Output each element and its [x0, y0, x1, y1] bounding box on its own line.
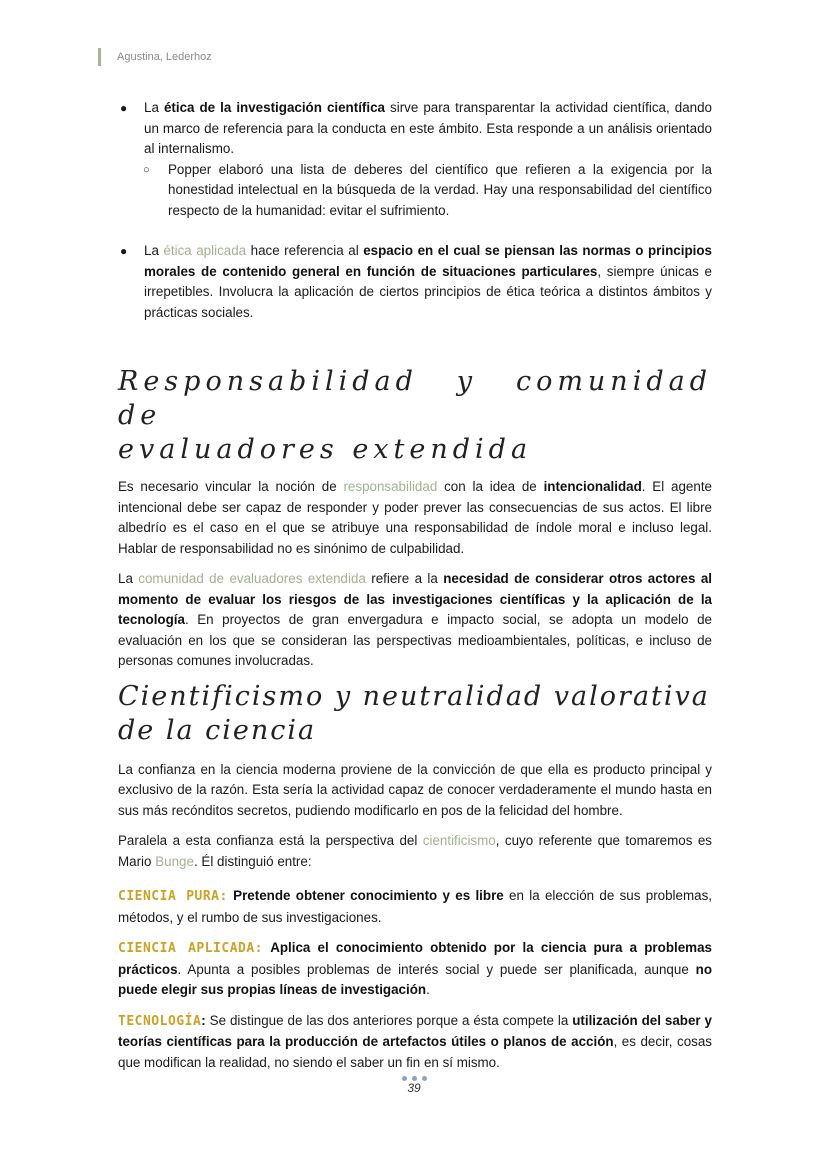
author-name: Agustina, Lederhoz: [117, 51, 212, 63]
page-header: [98, 48, 212, 66]
page-footer: [0, 1076, 828, 1095]
page-content: [118, 98, 712, 1073]
definition-ciencia-aplicada: CIENCIA APLICADA: Aplica el conocimiento obtenido por la ciencia pura a problemas prácticos. Apunta a posibles problemas de interés social y puede ser planificada, aunque no puede elegir sus propias líneas de investigación.: [118, 940, 712, 997]
sub-bullet-icon: ○: [143, 163, 150, 176]
definition-tecnologia: TECNOLOGÍA: Se distingue de las dos anteriores porque a ésta compete la utilización del saber y teorías científicas para la producción de artefactos útiles o planos de acción, es decir, cosas que modifican la realidad, no siendo el saber un fin en sí mismo.: [118, 1012, 712, 1070]
paragraph-confianza-ciencia: La confianza en la ciencia moderna proviene de la convicción de que ella es producto principal y exclusivo de la razón. Esta sería la actividad capaz de conocer verdaderamente el mundo hasta en sus más recónditos secretos, pudiendo modificarlo en pos de la felicidad del hombre.: [118, 761, 712, 818]
section-title-cientificismo: Cientificismo y neutralidad valorativa de la ciencia: [118, 680, 710, 746]
header-accent-bar: [98, 48, 101, 66]
term-cientificismo: cientificismo: [422, 833, 496, 848]
term-etica-investigacion: ética de la investigación científica: [163, 100, 385, 115]
term-responsabilidad: responsabilidad: [343, 479, 438, 494]
label-ciencia-aplicada: CIENCIA APLICADA:: [118, 941, 264, 956]
paragraph-responsabilidad: Es necesario vincular la noción de responsabilidad con la idea de intencionalidad. El agente intencional debe ser capaz de responder y poder prever las consecuencias de sus actos. El libre albedrío es el caso en el que se atribuye una responsabilidad de índole moral e incluso legal. Hablar de responsabilidad no es sinónimo de culpabilidad.: [118, 479, 712, 556]
label-ciencia-pura: CIENCIA PURA:: [118, 889, 228, 904]
page-number: 39: [407, 1081, 421, 1095]
term-etica-aplicada: ética aplicada: [163, 243, 247, 258]
definition-ciencia-pura: CIENCIA PURA: Pretende obtener conocimiento y es libre en la elección de sus problemas, métodos, y el rumbo de sus investigaciones.: [118, 888, 712, 925]
paragraph-cientificismo: Paralela a esta confianza está la perspectiva del cientificismo, cuyo referente que tomaremos es Mario Bunge. Él distinguió entre:: [118, 833, 712, 869]
paragraph-comunidad-evaluadores: La comunidad de evaluadores extendida refiere a la necesidad de considerar otros actores al momento de evaluar los riesgos de las investigaciones científicas y la aplicación de la tecnología. En proyectos de gran envergadura e impacto social, se adopta un modelo de evaluación en los que se consideran las perspectivas medioambientales, políticas, e incluso de personas comunes involucradas.: [118, 571, 712, 668]
bullet-etica-investigacion: ● La ética de la investigación científica sirve para transparentar la actividad científica, dando un marco de referencia para la conducta en este ámbito. Esta responde a un análisis orientado al internalismo.: [120, 100, 712, 156]
label-tecnologia: TECNOLOGÍA: [118, 1013, 202, 1029]
sub-bullet-popper: ○ Popper elaboró una lista de deberes del científico que refieren a la exigencia por la honestidad intelectual en la búsqueda de la verdad. Hay una responsabilidad del científico respecto de la humanidad: evitar el sufrimiento.: [143, 161, 712, 218]
term-comunidad-evaluadores: comunidad de evaluadores extendida: [138, 571, 366, 586]
bullet-icon: ●: [120, 101, 128, 115]
term-bunge: Bunge: [155, 853, 194, 869]
bullet-etica-aplicada: ● La ética aplicada hace referencia al espacio en el cual se piensan las normas o principios morales de contenido general en función de situaciones particulares, siempre únicas e irrepetibles. Involucra la aplicación de ciertos principios de ética teórica a distintos ámbitos y prácticas sociales.: [120, 243, 712, 320]
section-title-responsabilidad: Responsabilidad y comunidad de evaluadores extendida: [118, 366, 712, 465]
bullet-icon: ●: [120, 244, 128, 258]
